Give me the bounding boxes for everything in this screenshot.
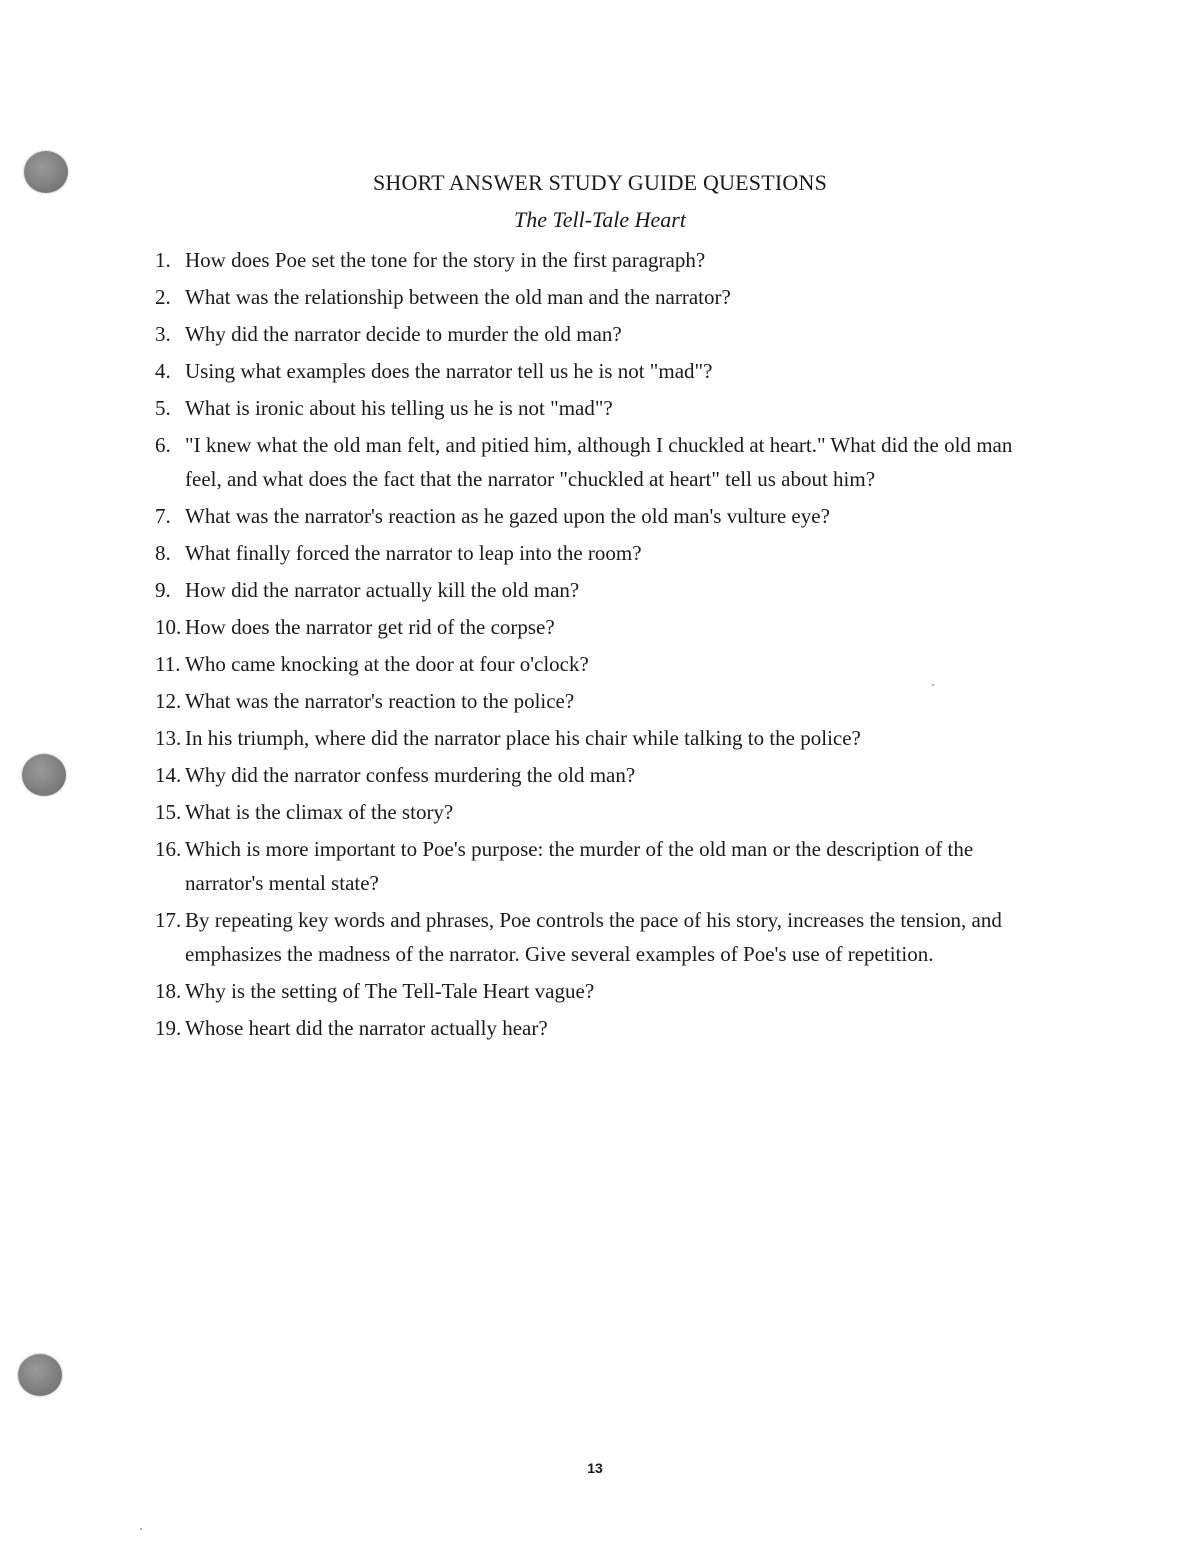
- question-number: 14.: [155, 763, 182, 787]
- question-text: How does the narrator get rid of the corpse?: [185, 615, 555, 639]
- question-item: [155, 317, 1035, 351]
- question-text: Whose heart did the narrator actually hear?: [185, 1016, 548, 1040]
- question-text: What is ironic about his telling us he is not "mad"?: [185, 396, 613, 420]
- question-item: [155, 795, 1035, 829]
- question-item: [155, 684, 1035, 718]
- question-item: [155, 903, 1035, 971]
- page-number: 13: [587, 1460, 603, 1476]
- question-text: How did the narrator actually kill the old man?: [185, 578, 580, 602]
- question-list: [155, 243, 1035, 1048]
- question-item: [155, 428, 1035, 496]
- punch-hole-bottom: [18, 1354, 62, 1396]
- page-title: SHORT ANSWER STUDY GUIDE QUESTIONS: [372, 170, 828, 195]
- question-item: [155, 280, 1035, 314]
- question-number: 17.: [155, 908, 182, 932]
- question-item: [155, 1011, 1035, 1045]
- question-number: 12.: [155, 689, 182, 713]
- question-text: How does Poe set the tone for the story in the first paragraph?: [185, 248, 706, 272]
- question-number: 9.: [155, 578, 171, 602]
- question-text: Why did the narrator confess murdering the old man?: [185, 763, 636, 787]
- question-number: 6.: [155, 433, 171, 457]
- question-item: [155, 391, 1035, 425]
- question-item: [155, 243, 1035, 277]
- question-number: 18.: [155, 979, 182, 1003]
- question-text: What was the narrator's reaction as he gazed upon the old man's vulture eye?: [185, 504, 830, 528]
- question-number: 10.: [155, 615, 182, 639]
- scan-speck: [140, 1528, 142, 1530]
- question-number: 11.: [155, 652, 181, 676]
- question-item: [155, 832, 1035, 900]
- question-number: 2.: [155, 285, 171, 309]
- question-number: 3.: [155, 322, 171, 346]
- question-number: 16.: [155, 837, 182, 861]
- question-text: What finally forced the narrator to leap into the room?: [185, 541, 642, 565]
- question-text: In his triumph, where did the narrator place his chair while talking to the police?: [185, 726, 861, 750]
- question-item: [155, 721, 1035, 755]
- page-subtitle: The Tell-Tale Heart: [514, 207, 686, 232]
- question-number: 19.: [155, 1016, 182, 1040]
- question-text: Why did the narrator decide to murder the old man?: [185, 322, 622, 346]
- question-number: 15.: [155, 800, 182, 824]
- question-item: [155, 647, 1035, 681]
- question-number: 5.: [155, 396, 171, 420]
- question-item: [155, 974, 1035, 1008]
- question-text: Using what examples does the narrator tell us he is not "mad"?: [185, 359, 713, 383]
- question-text: Which is more important to Poe's purpose: the murder of the old man or the description of the narrator's mental state?: [185, 837, 974, 895]
- question-text: What is the climax of the story?: [185, 800, 454, 824]
- question-item: [155, 573, 1035, 607]
- punch-hole-middle: [22, 754, 66, 796]
- question-number: 13.: [155, 726, 182, 750]
- question-item: [155, 499, 1035, 533]
- question-text: What was the relationship between the old man and the narrator?: [185, 285, 731, 309]
- scan-speck: [932, 684, 934, 686]
- question-text: "I knew what the old man felt, and pitied him, although I chuckled at heart." What did the old man feel, and what does the fact that the narrator "chuckled at heart" tell us about him?: [185, 433, 1013, 491]
- question-text: By repeating key words and phrases, Poe controls the pace of his story, increases the tension, and emphasizes the madness of the narrator. Give several examples of Poe's use of repetition.: [185, 908, 1002, 966]
- question-item: [155, 354, 1035, 388]
- question-number: 8.: [155, 541, 171, 565]
- question-number: 1.: [155, 248, 171, 272]
- question-text: Why is the setting of The Tell-Tale Heart vague?: [185, 979, 595, 1003]
- question-number: 4.: [155, 359, 171, 383]
- question-item: [155, 536, 1035, 570]
- question-text: What was the narrator's reaction to the police?: [185, 689, 575, 713]
- question-number: 7.: [155, 504, 171, 528]
- question-text: Who came knocking at the door at four o'clock?: [185, 652, 589, 676]
- question-item: [155, 610, 1035, 644]
- question-item: [155, 758, 1035, 792]
